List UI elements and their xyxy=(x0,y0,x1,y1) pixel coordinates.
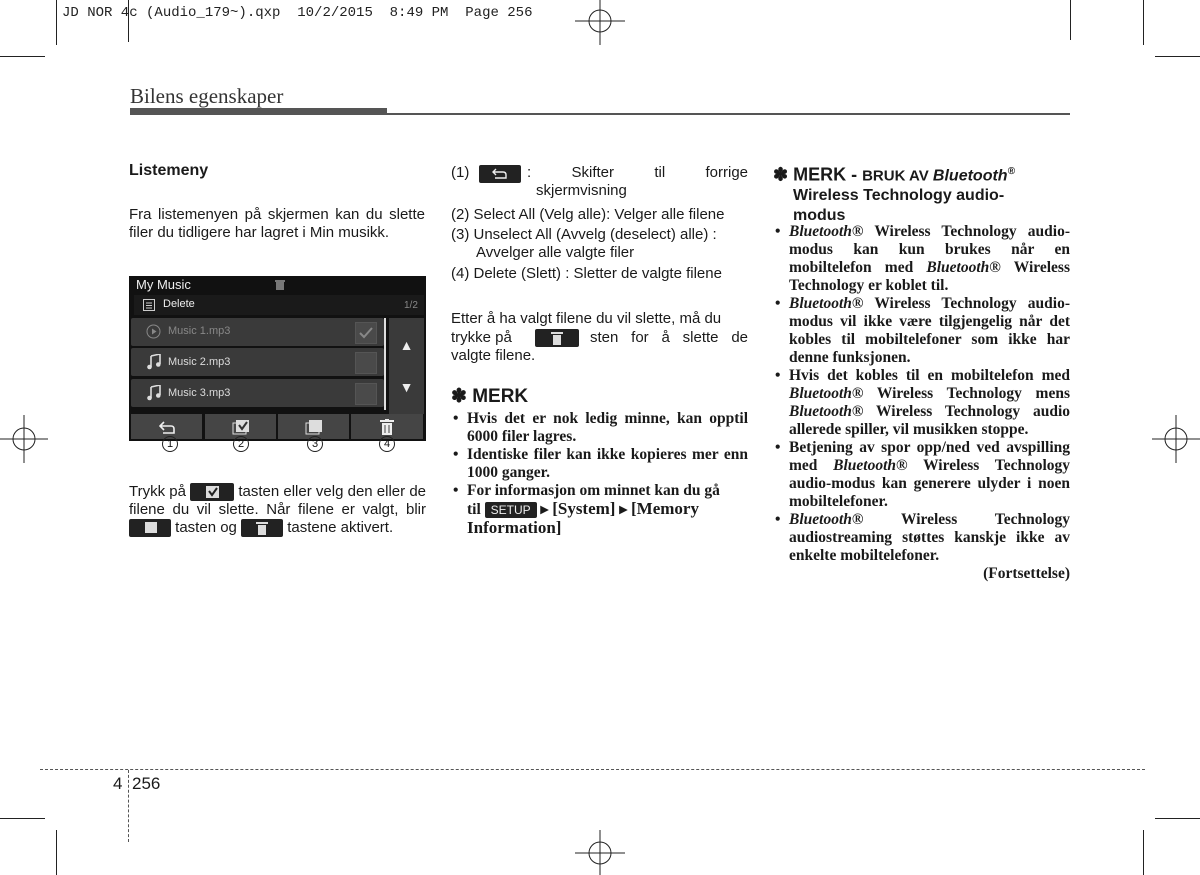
music-note-icon xyxy=(147,385,161,401)
merk-item-text: ® Wireless Technology audiostreaming støttes kanskje ikke av enkelte mobiltelefoner. xyxy=(789,511,1070,564)
merk-item xyxy=(773,367,1070,439)
bullet: • xyxy=(775,511,781,528)
bullet: • xyxy=(775,367,781,384)
merk-item-text: til xyxy=(467,501,481,518)
delete-paragraph-b2: sten for å slette de xyxy=(590,329,748,346)
delete-paragraph-c: valgte filene. xyxy=(451,347,536,364)
text-segment: tastene aktivert. xyxy=(287,519,394,537)
merk-title: ✽ MERK xyxy=(451,386,529,407)
crop-mark xyxy=(1070,0,1071,40)
list-item-label: Music 3.mp3 xyxy=(168,387,231,399)
scrollbar[interactable] xyxy=(384,318,386,410)
merk-item xyxy=(773,295,1070,367)
bt-word: Bluetooth xyxy=(789,295,852,312)
scroll-down-button[interactable]: ▼ xyxy=(389,360,424,414)
item-4: (4) Delete (Slett) : Sletter de valgte filene xyxy=(451,265,722,282)
title-line: Wireless Technology audio- xyxy=(793,187,1005,205)
bullet: • xyxy=(775,439,781,456)
merk-item-text: Hvis det kobles til en mobiltelefon med xyxy=(789,367,1070,384)
crop-mark xyxy=(56,0,57,45)
title-part: Bluetooth xyxy=(932,167,1008,185)
merk-item xyxy=(773,223,1070,295)
page-number: 256 xyxy=(132,774,161,793)
crop-mark xyxy=(0,56,45,57)
bluetooth-merk-title xyxy=(773,162,1073,226)
merk-item-text: ® Wireless Technology mens xyxy=(851,385,1070,402)
item-3: (3) Unselect All (Avvelg (deselect) alle) : xyxy=(451,226,717,243)
setup-key: SETUP xyxy=(485,502,537,518)
delete-key xyxy=(535,329,579,347)
back-icon xyxy=(159,420,175,434)
title-part: BRUK AV xyxy=(862,167,933,185)
chapter-number: 4 xyxy=(113,774,123,793)
callout-1: 1 xyxy=(162,436,178,452)
play-icon xyxy=(146,324,161,339)
screen-page-indicator: 1/2 xyxy=(404,300,418,311)
item-1-text: : Skifter til forrige xyxy=(527,164,748,181)
merk-item-text: ® Wireless Technology audio-modus kan kun brukes når en mobiltelefon med xyxy=(789,223,1070,276)
merk-item-text: ® Wireless Technology audio-modus vil ikke være tilgjengelig når det kobles til mobiltelefoner som ikke har denne funksjonen. xyxy=(789,295,1070,366)
merk-item-text: Hvis det er nok ledig minne, kan opptil 6000 filer lagres. xyxy=(467,410,748,445)
bullet: • xyxy=(775,295,781,312)
screen-mode-label: Delete xyxy=(163,298,195,310)
callout-2: 2 xyxy=(233,436,249,452)
merk-list xyxy=(451,410,748,538)
bullet: • xyxy=(453,446,459,463)
menu-path-information: Information] xyxy=(467,518,562,537)
menu-path-memory: [Memory xyxy=(631,499,699,518)
unselect-all-icon xyxy=(305,419,323,435)
registration-mark-bottom xyxy=(575,830,625,875)
title-line: modus xyxy=(793,207,846,225)
bt-word: Bluetooth xyxy=(833,457,897,474)
text-segment: tasten eller velg den eller de filene du vil slette. Når filene er valgt, blir xyxy=(129,483,427,519)
screen-title: My Music xyxy=(136,277,191,292)
merk-item-text: For informasjon om minnet kan du gå xyxy=(467,482,720,499)
arrow-right-icon: ▸ xyxy=(540,501,549,518)
merk-item-text: ® Wireless Technology audio allerede spiller, vil musikken stoppe. xyxy=(789,403,1070,438)
merk-item xyxy=(451,410,748,446)
crop-mark xyxy=(1143,830,1144,875)
print-header: JD NOR 4c (Audio_179~).qxp 10/2/2015 8:49 PM Page 256 xyxy=(62,5,533,21)
footer-divider xyxy=(128,770,129,842)
title-part: ✽ MERK - xyxy=(773,164,863,185)
header-rule-thin xyxy=(387,113,1070,115)
bt-word: Bluetooth xyxy=(789,511,852,528)
list-item-label: Music 2.mp3 xyxy=(168,356,231,368)
callout-3: 3 xyxy=(307,436,323,452)
trash-icon xyxy=(380,419,394,435)
crop-mark xyxy=(1155,56,1200,57)
back-icon xyxy=(492,168,508,180)
item-checkbox[interactable] xyxy=(355,383,377,405)
arrow-right-icon: ▸ xyxy=(619,501,628,518)
bullet: • xyxy=(775,223,781,240)
scroll-up-button[interactable]: ▲ xyxy=(389,318,424,372)
crop-mark xyxy=(1155,818,1200,819)
trash-icon xyxy=(275,279,285,291)
registration-mark-left xyxy=(0,415,48,463)
merk-item-text: ® Wireless Technology er koblet til. xyxy=(789,259,1070,294)
crop-mark xyxy=(56,830,57,875)
bt-word: Bluetooth xyxy=(789,223,852,240)
list-item-label: Music 1.mp3 xyxy=(168,325,231,337)
crop-mark xyxy=(1143,0,1144,45)
list-icon xyxy=(143,299,155,311)
bullet: • xyxy=(453,482,459,499)
select-all-key xyxy=(190,483,234,501)
trash-icon xyxy=(551,331,563,345)
title-part: ® xyxy=(1007,166,1015,177)
item-checkbox[interactable] xyxy=(355,322,377,344)
item-1-prefix: (1) xyxy=(451,164,470,181)
delete-paragraph: Etter å ha valgt filene du vil slette, må du xyxy=(451,310,722,327)
back-key xyxy=(479,165,521,183)
crop-mark xyxy=(0,818,45,819)
text-segment: tasten og xyxy=(175,519,237,537)
heading-listemeny: Listemeny xyxy=(129,162,209,179)
merk-item xyxy=(773,511,1070,565)
merk-item-text: ® Wireless Technology audio-modus kan generere ulyder i noen mobiltelefoner. xyxy=(789,457,1071,510)
select-all-icon xyxy=(232,419,250,435)
bt-word: Bluetooth xyxy=(926,259,990,276)
continued-label: (Fortsettelse) xyxy=(983,565,1070,582)
bt-word: Bluetooth xyxy=(789,403,852,420)
footer-rule xyxy=(40,769,1145,770)
item-2: (2) Select All (Velg alle): Velger alle filene xyxy=(451,206,725,223)
registration-mark-top xyxy=(575,0,625,45)
merk-item-text: Identiske filer kan ikke kopieres mer enn 1000 ganger. xyxy=(467,446,748,481)
section-title: Bilens egenskaper xyxy=(130,84,284,108)
delete-paragraph-b1: trykke på xyxy=(451,329,512,346)
bt-word: Bluetooth xyxy=(789,385,852,402)
back-button[interactable] xyxy=(131,414,202,439)
delete-key xyxy=(241,519,283,537)
instructions-paragraph xyxy=(129,483,426,537)
merk-item xyxy=(773,439,1070,511)
menu-path-system: [System] xyxy=(552,499,616,518)
text-segment: Trykk på xyxy=(129,483,186,500)
intro-paragraph: Fra listemenyen på skjermen kan du slette filer du tidligere har lagret i Min musikk. xyxy=(129,206,425,241)
music-note-icon xyxy=(147,354,161,370)
item-checkbox[interactable] xyxy=(355,352,377,374)
merk-item xyxy=(451,482,748,538)
merk-item xyxy=(451,446,748,482)
item-1-text-cont: skjermvisning xyxy=(536,182,627,199)
merk-item-text: Betjening av spor opp/ned ved avspilling med xyxy=(789,439,1070,474)
bullet: • xyxy=(453,410,459,427)
registration-mark-right xyxy=(1152,415,1200,463)
item-3-cont: Avvelger alle valgte filer xyxy=(476,244,635,261)
callout-4: 4 xyxy=(379,436,395,452)
bluetooth-merk-list xyxy=(773,223,1070,583)
header-rule-thick xyxy=(130,108,387,115)
unselect-all-key xyxy=(129,519,171,537)
